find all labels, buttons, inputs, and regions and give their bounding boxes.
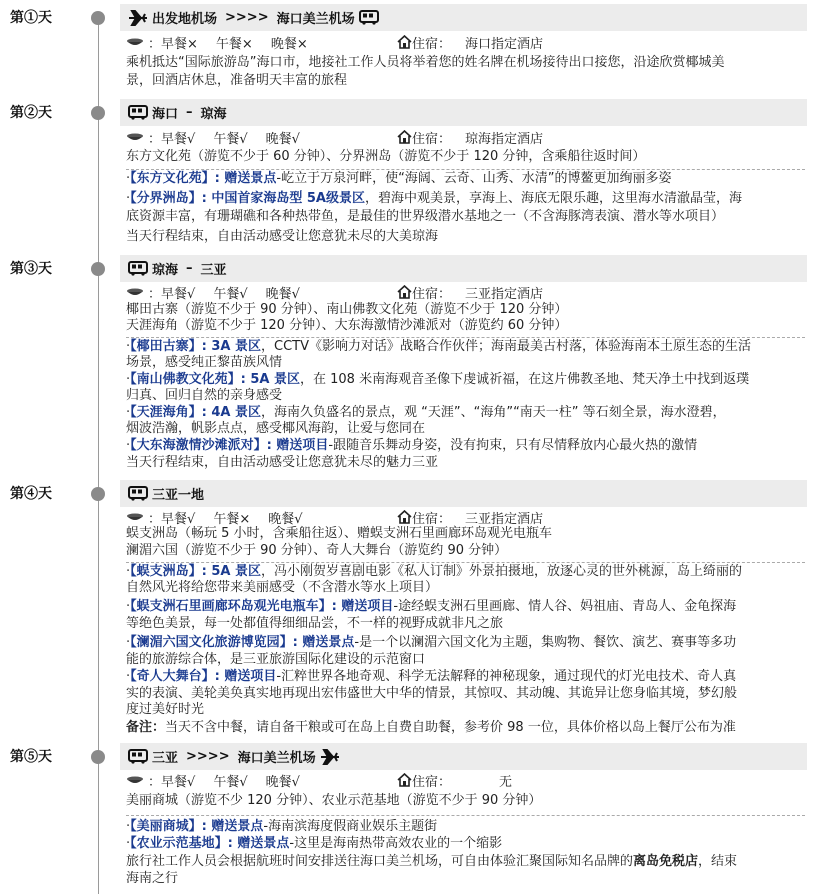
house-icon [397, 773, 412, 787]
day-end-line: 当天行程结束，自由活动感受让您意犹未尽的大美琼海 [126, 229, 439, 244]
hotel-value: 海口指定酒店 [465, 36, 544, 52]
bowl-icon [126, 774, 144, 786]
house-icon [397, 130, 412, 144]
meals-row: ： 早餐√ 午餐× 晚餐√ 住宿： 三亚指定酒店 [126, 507, 321, 527]
route-arrow: >>>> [225, 10, 269, 25]
separator [126, 815, 805, 816]
hotel-info [397, 128, 543, 147]
highlight-item-cont: 归真、回归自然的亲身感受 [126, 388, 283, 403]
route-header [120, 480, 807, 507]
hotel-label: 住宿： [412, 286, 452, 302]
timeline-dot [91, 106, 105, 120]
hotel-value: 无 [499, 774, 513, 790]
highlight-item: ·【蜈支洲岛】: 5A 景区，冯小刚贺岁喜剧电影《私人订制》外景拍摄地，放逐心灵的世外桃源，岛上绮丽的 [126, 564, 743, 579]
breakfast: 早餐√ [161, 511, 196, 527]
route-header [120, 743, 807, 770]
separator [126, 337, 805, 338]
highlight-item: ·【东方文化苑】: 赠送景点-屹立于万泉河畔，使“海阔、云奇、山秀、水清”的博鳌更加绚丽多姿 [126, 171, 672, 186]
separator [126, 169, 805, 170]
hotel-info [397, 33, 543, 52]
meals-row: ： 早餐× 午餐× 晚餐× 住宿： 海口指定酒店 [126, 32, 326, 52]
dinner: 晚餐√ [265, 131, 300, 147]
bus-icon [128, 486, 148, 501]
bowl-icon [126, 131, 144, 143]
route-from: 琼海 [152, 263, 179, 278]
bus-icon [128, 749, 148, 764]
highlight-item-cont: 自然风光将给您带来美丽感受（不含潜水等水上项目） [126, 580, 439, 595]
meals-row: ： 早餐√ 午餐√ 晚餐√ 住宿： 琼海指定酒店 [126, 127, 318, 147]
route-to: 海口美兰机场 [237, 751, 316, 766]
lunch: 午餐× [213, 511, 251, 527]
breakfast: 早餐× [161, 36, 198, 52]
timeline-dot [91, 11, 105, 25]
timeline-dot [91, 487, 105, 501]
lunch: 午餐√ [213, 774, 248, 790]
hotel-label: 住宿： [412, 774, 452, 790]
breakfast: 早餐√ [161, 774, 196, 790]
meals-row: ： 早餐√ 午餐√ 晚餐√ 住宿： 三亚指定酒店 [126, 282, 318, 302]
description-line: 美丽商城（游览不少 120 分钟）、农业示范基地（游览不少于 90 分钟） [126, 793, 542, 808]
timeline-dot [91, 262, 105, 276]
bowl-icon [126, 286, 144, 298]
highlight-item: ·【天涯海角】: 4A 景区，海南久负盛名的景点，观 “天涯”、“海角”“南天一柱” 等石刻全景，海水澄碧， [126, 405, 726, 420]
route-from: 三亚 [152, 751, 179, 766]
highlight-item: ·【分界洲岛】: 中国首家海岛型 5A级景区，碧海中观美景，享海上、海底无限乐趣，这里海水清澈晶莹，海 [126, 191, 743, 206]
highlight-item-cont: 度过美好时光 [126, 702, 205, 717]
highlight-item: ·【澜湄六国文化旅游博览园】: 赠送景点-是一个以澜湄六国文化为主题，集购物、餐饮、演艺、赛事等多功 [126, 635, 737, 650]
route-header [120, 99, 807, 126]
route-arrow: >>>> [186, 749, 230, 764]
hotel-label: 住宿： [412, 511, 452, 527]
route-from: 出发地机场 [152, 12, 218, 27]
bus-icon [128, 105, 148, 120]
highlight-item: ·【奇人大舞台】: 赠送项目-汇粹世界各地奇观、科学无法解释的神秘现象，通过现代的灯光电技术、奇人真 [126, 669, 737, 684]
house-icon [397, 285, 412, 299]
highlight-item: ·【南山佛教文化苑】: 5A 景区，在 108 米南海观音圣像下虔诚祈福，在这片佛教圣地、梵天净土中找到返璞 [126, 372, 750, 387]
hotel-info [397, 508, 543, 527]
lunch: 午餐× [215, 36, 253, 52]
bowl-icon [126, 511, 144, 523]
highlight-item: ·【大东海激情沙滩派对】: 赠送项目-跟随音乐舞动身姿，没有拘束，只有尽情释放内心最火热的激情 [126, 438, 698, 453]
highlight-item-cont: 实的表演、美轮美奂真实地再现出宏伟盛世大中华的情景，其惊叹、其动魄、其诡异让您身临其境，梦幻般 [126, 686, 738, 701]
hotel-info [397, 283, 543, 302]
day-label: 第①天 [10, 10, 52, 26]
hotel-label: 住宿： [412, 36, 452, 52]
route-from: 海口 [152, 107, 179, 122]
highlight-item: ·【美丽商城】: 赠送景点-海南滨海度假商业娱乐主题街 [126, 819, 438, 834]
timeline-dot [91, 750, 105, 764]
route-dash: – [186, 105, 193, 120]
dinner: 晚餐√ [265, 286, 300, 302]
note-line: 备注：当天不含中餐，请自备干粮或可在岛上自费自助餐，参考价 98 一位，具体价格以岛上餐厅公布为准 [126, 720, 736, 735]
description-line: 蜈支洲岛（畅玩 5 小时，含乘船往返）、赠蜈支洲石里画廊环岛观光电瓶车 [126, 526, 553, 541]
dinner: 晚餐√ [265, 774, 300, 790]
day-end-line-2: 海南之行 [126, 871, 179, 886]
breakfast: 早餐√ [161, 286, 196, 302]
description-line: 东方文化苑（游览不少于 60 分钟）、分界洲岛（游览不少于 120 分钟，含乘船往返时间） [126, 149, 646, 164]
breakfast: 早餐√ [161, 131, 196, 147]
house-icon [397, 35, 412, 49]
bus-icon [128, 261, 148, 276]
day-end-line: 当天行程结束，自由活动感受让您意犹未尽的魅力三亚 [126, 455, 439, 470]
highlight-item-cont: 底资源丰富，有珊瑚礁和各种热带鱼，是最佳的世界级潜水基地之一（不含海豚湾表演、潜水等水项目） [126, 209, 725, 224]
separator [126, 562, 805, 563]
route-to: 海口美兰机场 [276, 12, 355, 27]
hotel-value: 琼海指定酒店 [465, 131, 544, 147]
highlight-item: ·【椰田古寨】: 3A 景区，CCTV《影响力对话》战略合作伙伴；海南最美古村落，体验海南本土原生态的生活 [126, 339, 751, 354]
highlight-item-cont: 烟波浩瀚，帆影点点，感受椰风海韵，让爱与您同在 [126, 421, 426, 436]
hotel-value: 三亚指定酒店 [465, 511, 544, 527]
lunch: 午餐√ [213, 286, 248, 302]
route-dash: – [186, 261, 193, 276]
description-line: 景，回酒店休息，准备明天丰富的旅程 [126, 73, 348, 88]
dinner: 晚餐× [270, 36, 308, 52]
day-label: 第④天 [10, 486, 52, 502]
hotel-info [397, 771, 512, 790]
meals-row: ： 早餐√ 午餐√ 晚餐√ 住宿： 无 [126, 770, 318, 790]
day-label: 第⑤天 [10, 749, 52, 765]
description-line: 天涯海角（游览不少于 120 分钟）、大东海激情沙滩派对（游览约 60 分钟） [126, 318, 568, 333]
description-line: 椰田古寨（游览不少于 90 分钟）、南山佛教文化苑（游览不少于 120 分钟） [126, 302, 568, 317]
description-line: 乘机抵达“国际旅游岛”海口市，地接社工作人员将举着您的姓名牌在机场接待出口接您，沿途欣赏椰城美 [126, 55, 725, 70]
description-line: 澜湄六国（游览不少于 90 分钟）、奇人大舞台（游览约 90 分钟） [126, 543, 508, 558]
highlight-item-cont: 能的旅游综合体，是三亚旅游国际化建设的示范窗口 [126, 652, 426, 667]
route-header [120, 4, 807, 31]
bus-icon [359, 10, 379, 25]
route-to: 三亚 [200, 263, 227, 278]
highlight-item: ·【农业示范基地】: 赠送景点-这里是海南热带高效农业的一个缩影 [126, 836, 503, 851]
day-label: 第③天 [10, 261, 52, 277]
highlight-item: ·【蜈支洲石里画廊环岛观光电瓶车】: 赠送项目-途经蜈支洲石里画廊、情人谷、妈祖庙、青岛人、金龟探海 [126, 599, 737, 614]
route-header [120, 255, 807, 282]
day-label: 第②天 [10, 105, 52, 121]
lunch: 午餐√ [213, 131, 248, 147]
airplane-icon [320, 749, 340, 765]
hotel-label: 住宿： [412, 131, 452, 147]
day-end-line: 旅行社工作人员会根据航班时间安排送往海口美兰机场，可自由体验汇聚国际知名品牌的离岛免税店，结束 [126, 854, 738, 869]
hotel-value: 三亚指定酒店 [465, 286, 544, 302]
highlight-item-cont: 等绝色美景，每一处都值得细细品尝，不一样的视野成就非凡之旅 [126, 616, 504, 631]
airplane-icon [128, 10, 148, 26]
route-to: 琼海 [200, 107, 227, 122]
highlight-item-cont: 场景，感受纯正黎苗族风情 [126, 355, 283, 370]
bowl-icon [126, 36, 144, 48]
house-icon [397, 510, 412, 524]
dinner: 晚餐√ [268, 511, 303, 527]
route-name: 三亚一地 [152, 488, 205, 503]
